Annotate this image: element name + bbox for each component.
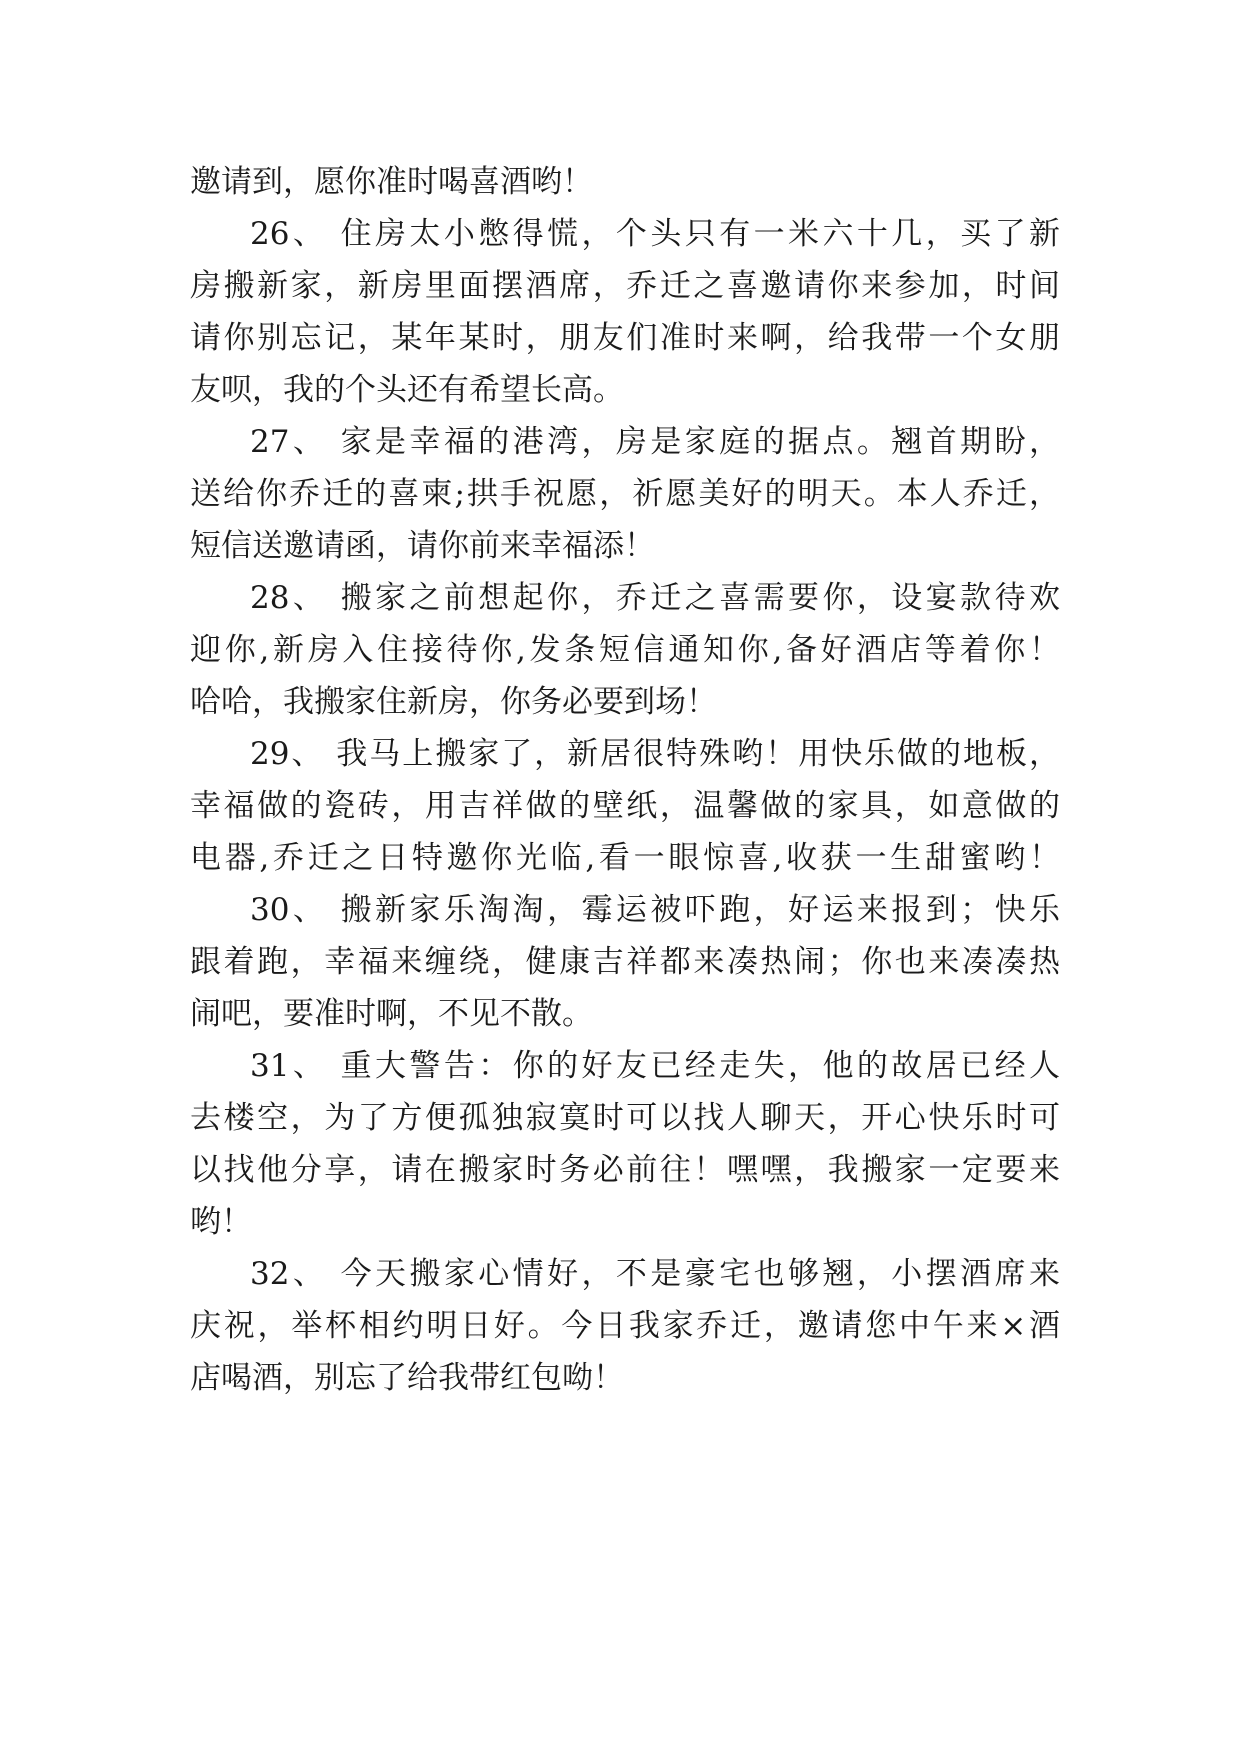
text-line: 房搬新家，新房里面摆酒席，乔迁之喜邀请你来参加，时间 <box>190 268 1060 304</box>
text-line: 庆祝，举杯相约明日好。今日我家乔迁，邀请您中午来×酒 <box>190 1308 1060 1344</box>
text-line: 幸福做的瓷砖，用吉祥做的壁纸，温馨做的家具，如意做的 <box>190 788 1060 824</box>
text-line: 26、 住房太小憋得慌，个头只有一米六十几，买了新 <box>250 216 1060 252</box>
text-line: 跟着跑，幸福来缠绕，健康吉祥都来凑热闹；你也来凑凑热 <box>190 944 1060 980</box>
text-line: 27、 家是幸福的港湾，房是家庭的据点。翘首期盼， <box>250 424 1060 460</box>
text-line: 哟！ <box>190 1204 252 1240</box>
text-line: 30、 搬新家乐淘淘，霉运被吓跑，好运来报到；快乐 <box>250 892 1060 928</box>
text-line: 送给你乔迁的喜柬;拱手祝愿，祈愿美好的明天。本人乔迁， <box>190 476 1060 512</box>
text-line: 友呗，我的个头还有希望长高。 <box>190 372 624 408</box>
text-line: 31、 重大警告：你的好友已经走失，他的故居已经人 <box>250 1048 1060 1084</box>
text-line: 28、 搬家之前想起你，乔迁之喜需要你，设宴款待欢 <box>250 580 1060 616</box>
text-line: 店喝酒，别忘了给我带红包呦！ <box>190 1360 624 1396</box>
text-line: 32、 今天搬家心情好，不是豪宅也够翘，小摆酒席来 <box>250 1256 1060 1292</box>
text-line: 哈哈，我搬家住新房，你务必要到场！ <box>190 684 717 720</box>
text-line: 请你别忘记，某年某时，朋友们准时来啊，给我带一个女朋 <box>190 320 1060 356</box>
text-line: 去楼空，为了方便孤独寂寞时可以找人聊天，开心快乐时可 <box>190 1100 1060 1136</box>
text-line: 迎你,新房入住接待你,发条短信通知你,备好酒店等着你！ <box>190 632 1060 668</box>
text-line: 短信送邀请函，请你前来幸福添！ <box>190 528 655 564</box>
text-line: 电器,乔迁之日特邀你光临,看一眼惊喜,收获一生甜蜜哟！ <box>190 840 1060 876</box>
text-line: 邀请到，愿你准时喝喜酒哟！ <box>190 164 593 200</box>
text-line: 闹吧，要准时啊，不见不散。 <box>190 996 593 1032</box>
text-line: 29、 我马上搬家了，新居很特殊哟！用快乐做的地板， <box>250 736 1060 772</box>
text-line: 以找他分享，请在搬家时务必前往！嘿嘿，我搬家一定要来 <box>190 1152 1060 1188</box>
